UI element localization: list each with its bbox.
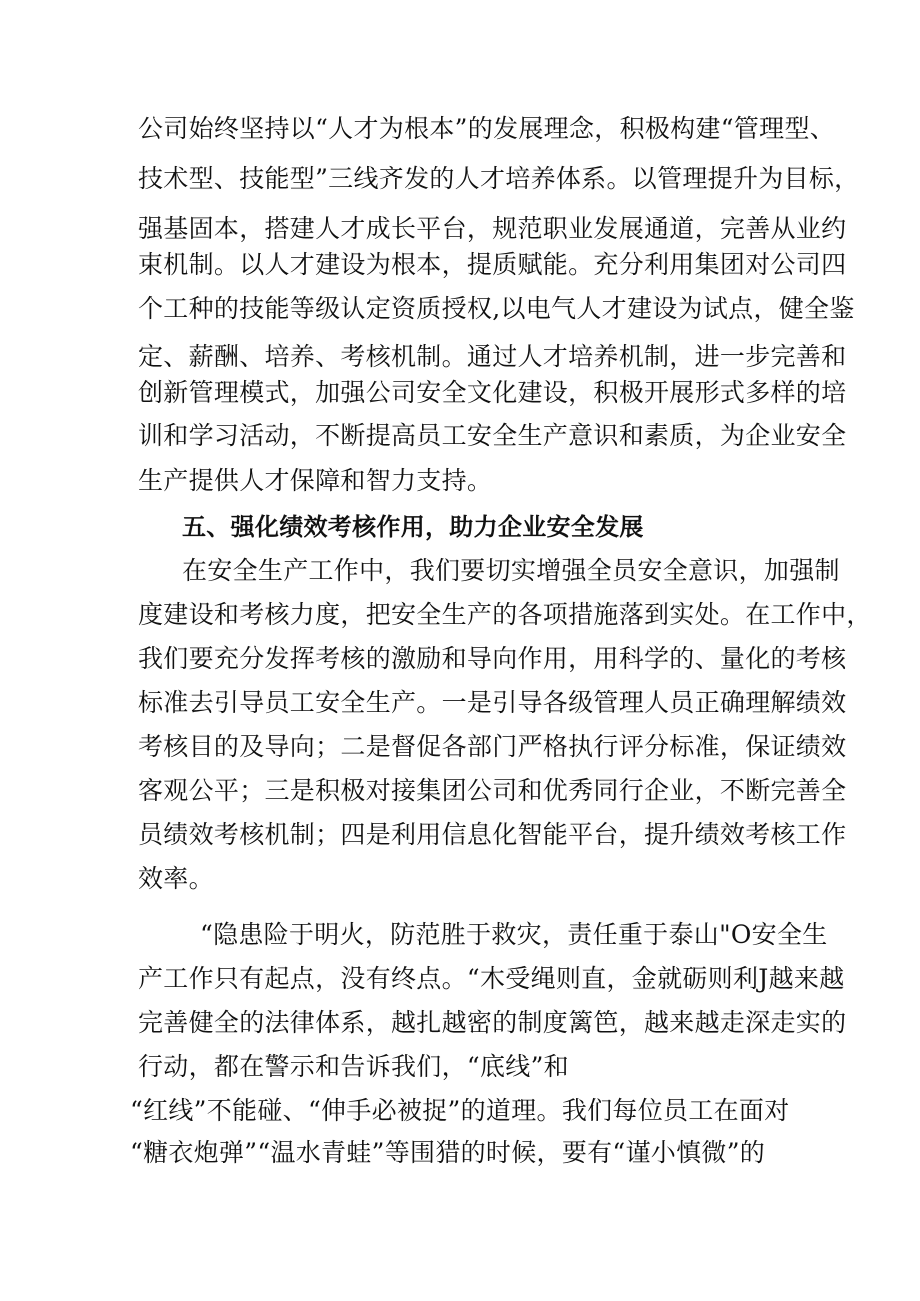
- section-five-line-8: 效率。: [138, 864, 214, 893]
- intro-line-8: 训和学习活动，不断提高员工安全生产意识和素质，为企业安全: [138, 421, 847, 450]
- intro-line-5: 个工种的技能等级认定资质授权,以电气人才建设为试点，健全鉴: [138, 294, 855, 323]
- intro-line-7: 创新管理模式，加强公司安全文化建设，积极开展形式多样的培: [138, 378, 847, 407]
- intro-line-9: 生产提供人才保障和智力支持。: [138, 466, 493, 495]
- intro-line-2: 技术型、技能型”三线齐发的人才培养体系。以管理提升为目标，: [138, 164, 860, 193]
- closing-line-1: “隐患险于明火，防范胜于救灾，责任重于泰山"O安全生: [200, 920, 828, 949]
- closing-line-5: “红线”不能碰、“伸手必被捉”的道理。我们每位员工在面对: [130, 1096, 790, 1125]
- section-five-line-6: 客观公平；三是积极对接集团公司和优秀同行企业，不断完善全: [138, 776, 847, 805]
- section-five-line-1: 在安全生产工作中，我们要切实增强全员安全意识，加强制: [182, 556, 840, 585]
- closing-line-3: 完善健全的法律体系，越扎越密的制度篱笆，越来越走深走实的: [138, 1008, 847, 1037]
- section-five-line-5: 考核目的及导向；二是督促各部门严格执行评分标准，保证绩效: [138, 732, 847, 761]
- closing-line-2: 产工作只有起点，没有终点。“木受绳则直，金就砺则利J越来越: [138, 964, 845, 993]
- section-five-line-3: 我们要充分发挥考核的激励和导向作用，用科学的、量化的考核: [138, 644, 847, 673]
- section-five-heading: 五、强化绩效考核作用，助力企业安全发展: [182, 513, 644, 541]
- section-five-line-7: 员绩效考核机制；四是利用信息化智能平台，提升绩效考核工作: [138, 820, 847, 849]
- section-five-line-4: 标准去引导员工安全生产。一是引导各级管理人员正确理解绩效: [138, 688, 847, 717]
- intro-line-3: 强基固本，搭建人才成长平台，规范职业发展通道，完善从业约: [138, 214, 847, 243]
- section-five-line-2: 度建设和考核力度，把安全生产的各项措施落到实处。在工作中，: [138, 600, 872, 629]
- closing-line-6: “糖衣炮弹”“温水青蛙”等围猎的时候，要有“谨小慎微”的: [130, 1138, 766, 1167]
- intro-line-6: 定、薪酬、培养、考核机制。通过人才培养机制，进一步完善和: [138, 342, 847, 371]
- intro-line-1: 公司始终坚持以“人才为根本”的发展理念，积极构建“管理型、: [138, 114, 836, 143]
- closing-line-4: 行动，都在警示和告诉我们，“底线”和: [138, 1052, 569, 1081]
- intro-line-4: 束机制。以人才建设为根本，提质赋能。充分利用集团对公司四: [138, 250, 847, 279]
